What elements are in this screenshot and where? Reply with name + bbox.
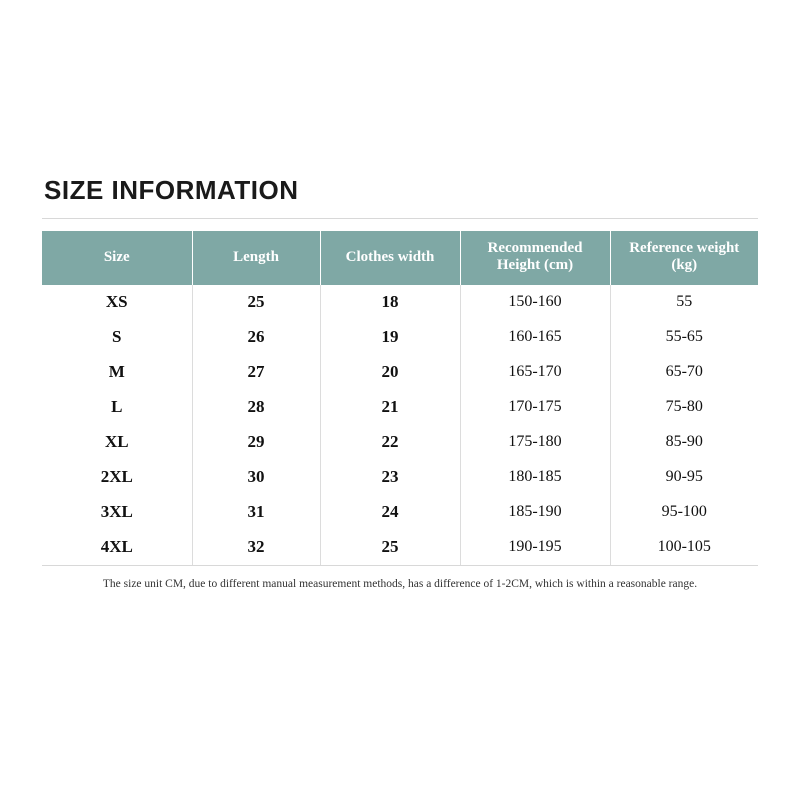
cell-length: 30: [192, 460, 320, 495]
cell-clothes-width: 22: [320, 425, 460, 460]
cell-clothes-width: 20: [320, 355, 460, 390]
cell-weight: 85-90: [610, 425, 758, 460]
cell-length: 25: [192, 285, 320, 320]
cell-clothes-width: 18: [320, 285, 460, 320]
table-row: [42, 495, 758, 530]
cell-weight: 100-105: [610, 530, 758, 565]
cell-weight: 75-80: [610, 390, 758, 425]
cell-size: L: [42, 390, 192, 425]
cell-weight: 65-70: [610, 355, 758, 390]
table-row: [42, 355, 758, 390]
cell-height: 165-170: [460, 355, 610, 390]
cell-length: 31: [192, 495, 320, 530]
cell-height: 160-165: [460, 320, 610, 355]
table-row: [42, 390, 758, 425]
cell-size: XL: [42, 425, 192, 460]
column-header-size: Size: [42, 231, 192, 285]
cell-height: 175-180: [460, 425, 610, 460]
cell-clothes-width: 25: [320, 530, 460, 565]
column-header-reference-weight: Reference weight (kg): [610, 231, 758, 285]
table-row: [42, 320, 758, 355]
cell-size: 4XL: [42, 530, 192, 565]
size-information-card: [42, 175, 758, 591]
size-table-container: [42, 231, 758, 566]
size-table: [42, 231, 758, 565]
column-header-length: Length: [192, 231, 320, 285]
table-header: [42, 231, 758, 285]
cell-size: XS: [42, 285, 192, 320]
cell-weight: 90-95: [610, 460, 758, 495]
cell-weight: 95-100: [610, 495, 758, 530]
cell-weight: 55: [610, 285, 758, 320]
cell-height: 150-160: [460, 285, 610, 320]
cell-length: 27: [192, 355, 320, 390]
cell-length: 29: [192, 425, 320, 460]
table-row: [42, 425, 758, 460]
cell-length: 28: [192, 390, 320, 425]
measurement-note: The size unit CM, due to different manual measurement methods, has a difference of 1-2CM, which is within a reasonable range.: [102, 577, 698, 590]
column-header-clothes-width: Clothes width: [320, 231, 460, 285]
title-divider: [42, 218, 758, 219]
cell-length: 26: [192, 320, 320, 355]
table-row: [42, 460, 758, 495]
cell-weight: 55-65: [610, 320, 758, 355]
cell-clothes-width: 23: [320, 460, 460, 495]
cell-height: 180-185: [460, 460, 610, 495]
cell-clothes-width: 21: [320, 390, 460, 425]
cell-clothes-width: 19: [320, 320, 460, 355]
cell-length: 32: [192, 530, 320, 565]
cell-size: M: [42, 355, 192, 390]
cell-size: S: [42, 320, 192, 355]
table-row: [42, 285, 758, 320]
table-row: [42, 530, 758, 565]
table-header-row: [42, 231, 758, 285]
cell-size: 2XL: [42, 460, 192, 495]
cell-clothes-width: 24: [320, 495, 460, 530]
cell-height: 185-190: [460, 495, 610, 530]
table-body: [42, 285, 758, 565]
cell-height: 190-195: [460, 530, 610, 565]
page-title: SIZE INFORMATION: [44, 175, 299, 205]
cell-size: 3XL: [42, 495, 192, 530]
column-header-recommended-height: Recommended Height (cm): [460, 231, 610, 285]
cell-height: 170-175: [460, 390, 610, 425]
